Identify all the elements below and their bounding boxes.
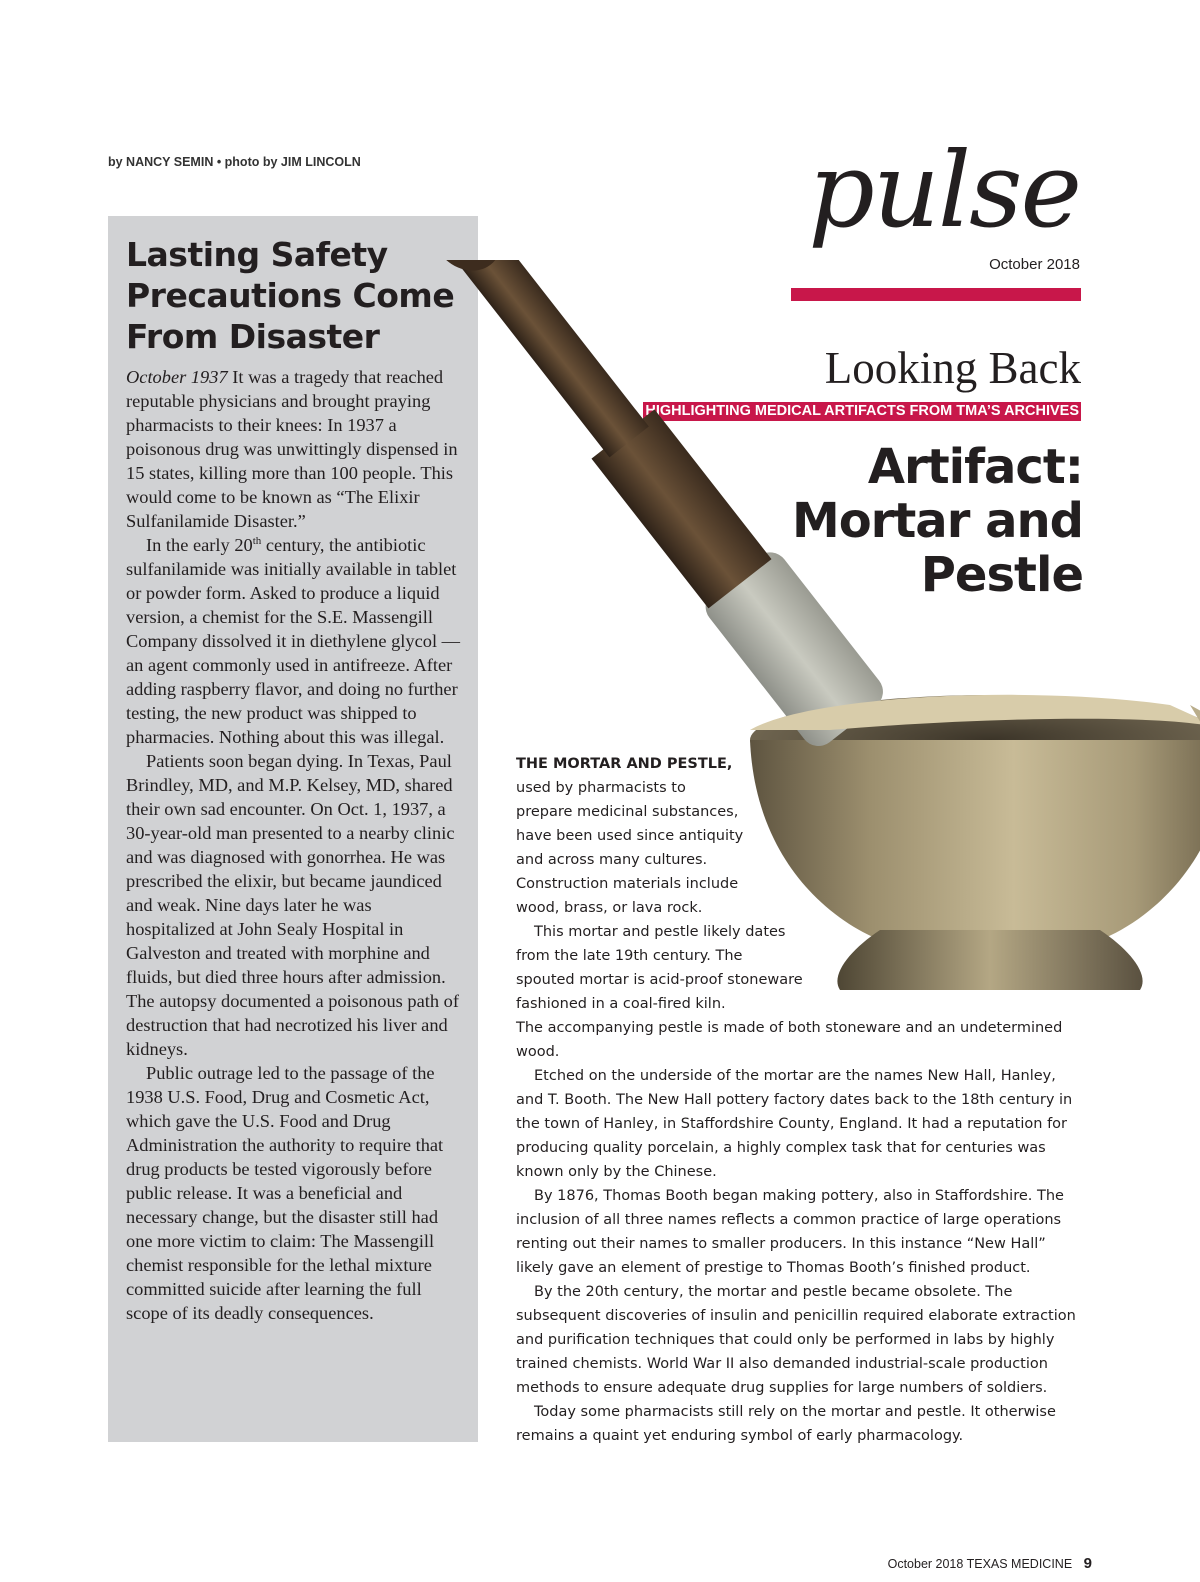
byline: by NANCY SEMIN • photo by JIM LINCOLN xyxy=(108,155,361,169)
article-line: have been used since antiquity xyxy=(516,828,744,844)
article-paragraph-2 xyxy=(516,920,1086,1064)
article-paragraph-4: By 1876, Thomas Booth began making pottery, also in Staffordshire. The inclusion of all three names reflects a common practice of large operations renting out their names to smaller producers. In this instance “New Hall” likely gave an element of prestige to Thomas Booth’s finished product. xyxy=(516,1188,1064,1276)
masthead-title: pulse xyxy=(808,129,1080,251)
article-line: and across many cultures. xyxy=(516,852,708,868)
article-line: from the late 19th century. The xyxy=(516,948,743,964)
sidebar-paragraph-4: Public outrage led to the passage of the 1938 U.S. Food, Drug and Cosmetic Act, which gave the U.S. Food and Drug Administration the authority to require that drug products be tested vigorously before public release. It was a beneficial and necessary change, but the disaster still had one more victim to claim: The Massengill chemist responsible for the lethal mixture committed suicide after learning the full scope of its deadly consequences. xyxy=(126,1063,444,1323)
article-line: wood. xyxy=(516,1044,560,1060)
sidebar-paragraph-3: Patients soon began dying. In Texas, Paul Brindley, MD, and M.P. Kelsey, MD, shared their own sad encounter. On Oct. 1, 1937, a 30-year-old man presented to a nearby clinic and was diagnosed with gonorrhea. He was prescribed the elixir, but became jaundiced and weak. Nine days later he was hospitalized at John Sealy Hospital in Galveston and treated with morphine and fluids, but died three hours after admission. The autopsy documented a poisonous path of destruction that had necrotized his liver and kidneys. xyxy=(126,751,460,1059)
article-lead-in: THE MORTAR AND PESTLE, xyxy=(516,756,733,772)
sidebar-dateline: October 1937 xyxy=(126,367,228,387)
article-line: spouted mortar is acid-proof stoneware xyxy=(516,972,803,988)
article-line: Construction materials include xyxy=(516,876,739,892)
article-line: prepare medicinal substances, xyxy=(516,804,739,820)
page-footer xyxy=(888,1555,1092,1572)
sidebar-paragraph-2-text-a: In the early 20 xyxy=(146,535,253,555)
sidebar-headline-line-3: From Disaster xyxy=(126,317,380,356)
article-line: fashioned in a coal-fired kiln. xyxy=(516,996,726,1012)
article-line: wood, brass, or lava rock. xyxy=(516,900,703,916)
article-line: used by pharmacists to xyxy=(516,780,686,796)
article-paragraph-5: By the 20th century, the mortar and pestle became obsolete. The subsequent discoveries of insulin and penicillin required elaborate extraction and purification techniques that could only be performed in labs by highly trained chemists. World War II also demanded industrial-scale production methods to ensure adequate drug supplies for large numbers of soldiers. xyxy=(516,1284,1076,1396)
sidebar-paragraph-1-text: It was a tragedy that reached reputable physicians and brought praying pharmacists to their knees: In 1937 a poisonous drug was unwittingly dispensed in 15 states, killing more than 100 people. This would come to be known as “The Elixir Sulfanilamide Disaster.” xyxy=(126,367,458,531)
footer-date: October 2018 xyxy=(887,1557,964,1571)
artifact-title-line-3: Pestle xyxy=(920,547,1083,603)
section-title: Looking Back xyxy=(824,343,1081,393)
article-body xyxy=(516,752,1086,1448)
page-number: 9 xyxy=(1083,1555,1092,1572)
artifact-title-line-2: Mortar and xyxy=(791,493,1083,549)
section-kicker: HIGHLIGHTING MEDICAL ARTIFACTS FROM TMA’S ARCHIVES xyxy=(645,403,1079,419)
sidebar-headline-line-2: Precautions Come xyxy=(126,276,455,315)
sidebar-headline-line-1: Lasting Safety xyxy=(126,235,388,274)
superscript-th: th xyxy=(252,534,262,547)
masthead-issue-date: October 2018 xyxy=(989,256,1080,273)
artifact-title-line-1: Artifact: xyxy=(867,439,1083,495)
article-paragraph-3: Etched on the underside of the mortar are the names New Hall, Hanley, and T. Booth. The New Hall pottery factory dates back to the 18th century in the town of Hanley, in Staffordshire County, England. It had a reputation for producing quality porcelain, a highly complex task that for centuries was known only by the Chinese. xyxy=(516,1068,1073,1180)
article-paragraph-6: Today some pharmacists still rely on the mortar and pestle. It otherwise remains a quaint yet enduring symbol of early pharmacology. xyxy=(516,1404,1056,1444)
footer-publication: TEXAS MEDICINE xyxy=(966,1557,1073,1571)
sidebar-paragraph-2-text-b: century, the antibiotic sulfanilamide was initially available in tablet or powder form. Asked to produce a liquid version, a chemist for the S.E. Massengill Company dissolved it in diethylene glycol — an agent commonly used in antifreeze. After adding raspberry flavor, and doing no further testing, the new product was shipped to pharmacies. Nothing about this was illegal. xyxy=(126,535,461,747)
article-line: The accompanying pestle is made of both stoneware and an undetermined xyxy=(516,1020,1063,1036)
article-line: This mortar and pestle likely dates xyxy=(534,924,786,940)
article-paragraph-1 xyxy=(516,752,1086,920)
